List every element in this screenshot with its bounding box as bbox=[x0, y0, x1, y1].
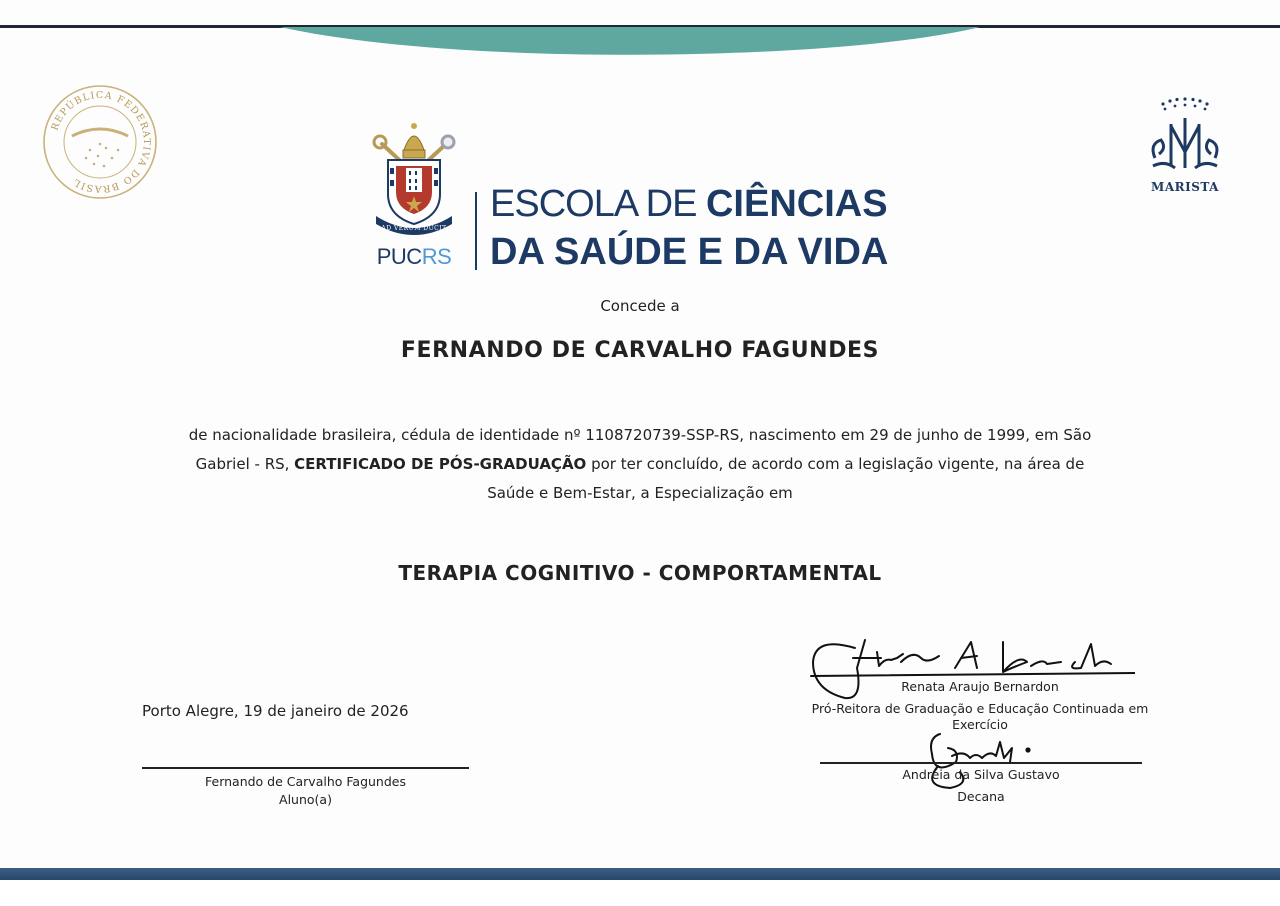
concede-text: Concede a bbox=[600, 297, 680, 315]
pucrs-wordmark-rs: RS bbox=[421, 244, 452, 269]
pro-rector-block bbox=[790, 679, 1170, 733]
course-title: TERAPIA COGNITIVO - COMPORTAMENTAL bbox=[398, 561, 882, 585]
marista-logo bbox=[1140, 96, 1230, 194]
marista-label: MARISTA bbox=[1151, 180, 1219, 194]
logo-divider bbox=[475, 192, 477, 270]
school-name-line2: DA SAÚDE E DA VIDA bbox=[490, 231, 889, 273]
pucrs-logo bbox=[368, 120, 460, 270]
school-name bbox=[490, 180, 888, 276]
seal-text: REPÚBLICA FEDERATIVA DO BRASIL bbox=[49, 89, 153, 195]
student-signature-line bbox=[142, 767, 469, 769]
pro-rector-role: Pró-Reitora de Graduação e Educação Continuada em Exercício bbox=[811, 701, 1149, 732]
school-name-prefix: ESCOLA DE bbox=[490, 183, 706, 225]
student-name: Fernando de Carvalho Fagundes bbox=[205, 774, 406, 789]
top-teal-wave bbox=[280, 27, 980, 67]
dean-name: Andréia da Silva Gustavo bbox=[902, 767, 1060, 782]
body-text-part2: por ter concluído, de acordo com a legislação vigente, na área de Saúde e Bem-Estar, a Especialização em bbox=[487, 455, 1085, 502]
pucrs-crest-icon bbox=[368, 120, 460, 242]
body-text-part1: de nacionalidade brasileira, cédula de identidade nº 1108720739-SSP-RS, nascimento em 29 de junho de 1999, em São Gabriel - RS, bbox=[188, 426, 1092, 473]
crest-motto: AD VERUM DUCIT bbox=[381, 225, 447, 232]
recipient-name: FERNANDO DE CARVALHO FAGUNDES bbox=[400, 338, 880, 363]
certificate-type: CERTIFICADO DE PÓS-GRADUAÇÃO bbox=[294, 455, 587, 473]
dean-role: Decana bbox=[957, 789, 1005, 804]
pucrs-wordmark bbox=[368, 244, 460, 270]
dean-signature-line bbox=[820, 762, 1142, 764]
student-signature-block bbox=[142, 774, 469, 808]
certificate-body bbox=[175, 421, 1105, 508]
school-name-line1 bbox=[490, 180, 888, 228]
dean-block bbox=[820, 767, 1142, 805]
marista-monogram-icon bbox=[1145, 96, 1225, 174]
pro-rector-name: Renata Araujo Bernardon bbox=[901, 679, 1059, 694]
pucrs-wordmark-puc: PUC bbox=[376, 244, 422, 269]
student-role: Aluno(a) bbox=[279, 792, 332, 807]
school-name-ciencias: CIÊNCIAS bbox=[705, 183, 888, 225]
republic-seal-icon bbox=[42, 84, 158, 200]
place-date: Porto Alegre, 19 de janeiro de 2026 bbox=[142, 702, 409, 720]
bottom-margin bbox=[0, 880, 1280, 906]
bottom-border-bar bbox=[0, 868, 1280, 880]
